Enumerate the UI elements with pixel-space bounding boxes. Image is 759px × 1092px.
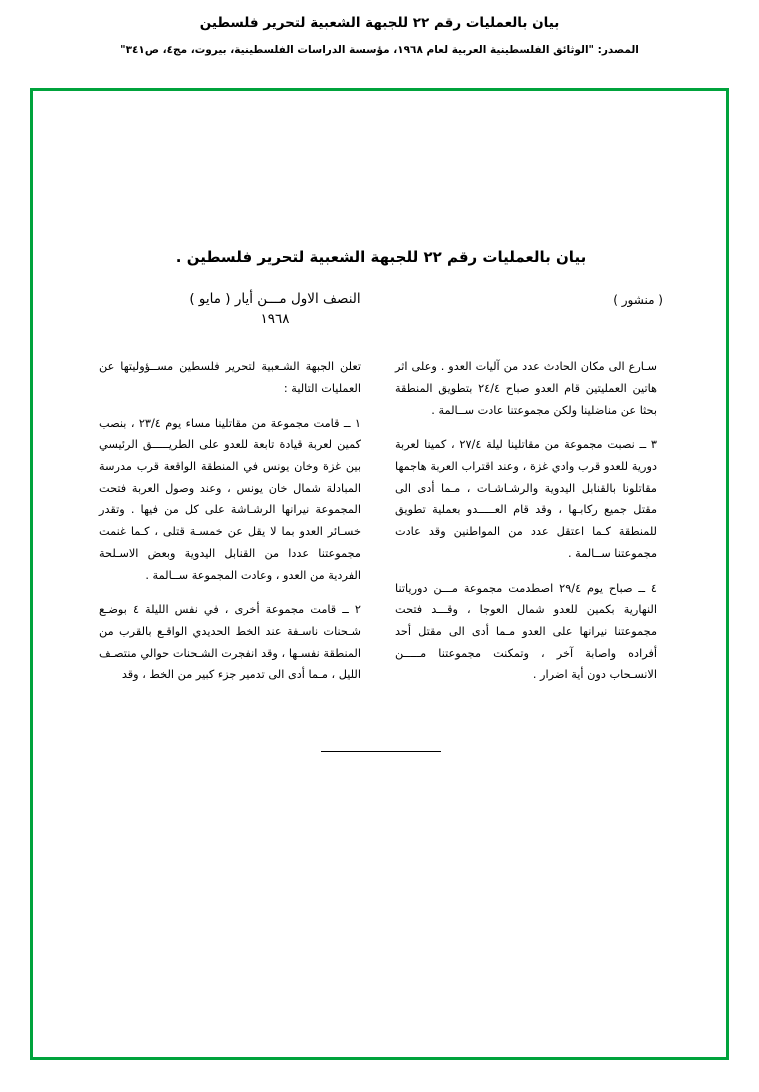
- column-left: [395, 356, 657, 699]
- date-line-second: ١٩٦٨: [260, 311, 290, 328]
- paragraph-2: ٢ ــ قامت مجموعة أخرى ، في نفس الليلة ٤ بوضـع شـحنات ناسـفة عند الخط الحديدي الواقـع بالقرب من المنطقة نفسـها ، وقد انفجرت الشـحنات حوالي منتصـف الليل ، مـما أدى الى تدمير جزء كبير من الخط ، وقد: [99, 603, 361, 682]
- paragraph-1: ١ ــ قامت مجموعة من مقاتلينا مساء يوم ٢٣/٤ ، بنصب كمين لعربة قيادة تابعة للعدو على الطريـــــق الرئيسي بين غزة وخان يونس في المنطقة الواقعة قرب مدرسة المبادلة شمال خان يونس ، وعند وصول العربة فتحت المجموعة نيرانها الرشـاشة على كل من فيها . وتقدر خسـائر العدو بما لا يقل عن خمسـة قتلى ، كـما غنمت مجموعتنا عددا من القنابل اليدوية وبعض الاسـلحة الفردية من العدو ، وعادت المجموعة ســالمة .: [99, 416, 361, 582]
- paragraph-continuation: سـارع الى مكان الحادث عدد من آليات العدو . وعلى اثر هاتين العمليتين قام العدو صباح ٢٤/٤ بتطويق المنطقة بحثا عن مناضلينا ولكن مجموعتنا عادت ســالمة .: [395, 360, 657, 417]
- publication-note: ( منشور ): [613, 292, 663, 307]
- document-title: بيان بالعمليات رقم ٢٢ للجبهة الشعبية لتحرير فلسطين .: [175, 248, 587, 266]
- paragraph-4: ٤ ــ صباح يوم ٢٩/٤ اصطدمت مجموعة مـــن دورياتنا النهارية بكمين للعدو شمال العوجا ، وقـــد فتحت مجموعتنا نيرانها على العدو مـما أدى الى مقتل أحد أفراده واصابة آخر ، وتمكنت مجموعتنا مـــــن الانسـحاب دون أية اضرار .: [395, 581, 657, 682]
- date-line-first: النصف الاول مـــن أيار ( مايو ): [189, 290, 361, 307]
- header-source: المصدر: "الوثائق الفلسطينية العربية لعام ١٩٦٨، مؤسسة الدراسات الفلسطينية، بيروت، مج٤، ص٣٤١": [120, 43, 639, 56]
- page-header: [0, 0, 759, 56]
- green-border-frame: [30, 88, 729, 1060]
- horizontal-divider: [321, 751, 441, 752]
- two-column-text: [47, 356, 715, 699]
- document-body: [47, 91, 715, 1057]
- column-right: [99, 356, 361, 699]
- document-meta-row: [47, 289, 715, 331]
- paragraph-3: ٣ ــ نصبت مجموعة من مقاتلينا ليلة ٢٧/٤ ، كمينا لعربة دورية للعدو قرب وادي غزة ، وعند اقتراب العربة هاجمها مقاتلونا بالقنابل اليدوية والرشـاشـات ، مـما أدى الى مقتل جميع ركابـها ، وقد قام العـــــدو بعملية تطويق للمنطقة كـما اعتقل عدد من المواطنين وقد عادت مجموعتنا ســالمة .: [395, 438, 657, 560]
- paragraph-intro: تعلن الجبهة الشـعبية لتحرير فلسطين مســؤوليتها عن العمليات التالية :: [99, 360, 361, 396]
- document-date-line: [125, 289, 425, 331]
- header-title: بيان بالعمليات رقم ٢٢ للجبهة الشعبية لتحرير فلسطين: [199, 15, 560, 31]
